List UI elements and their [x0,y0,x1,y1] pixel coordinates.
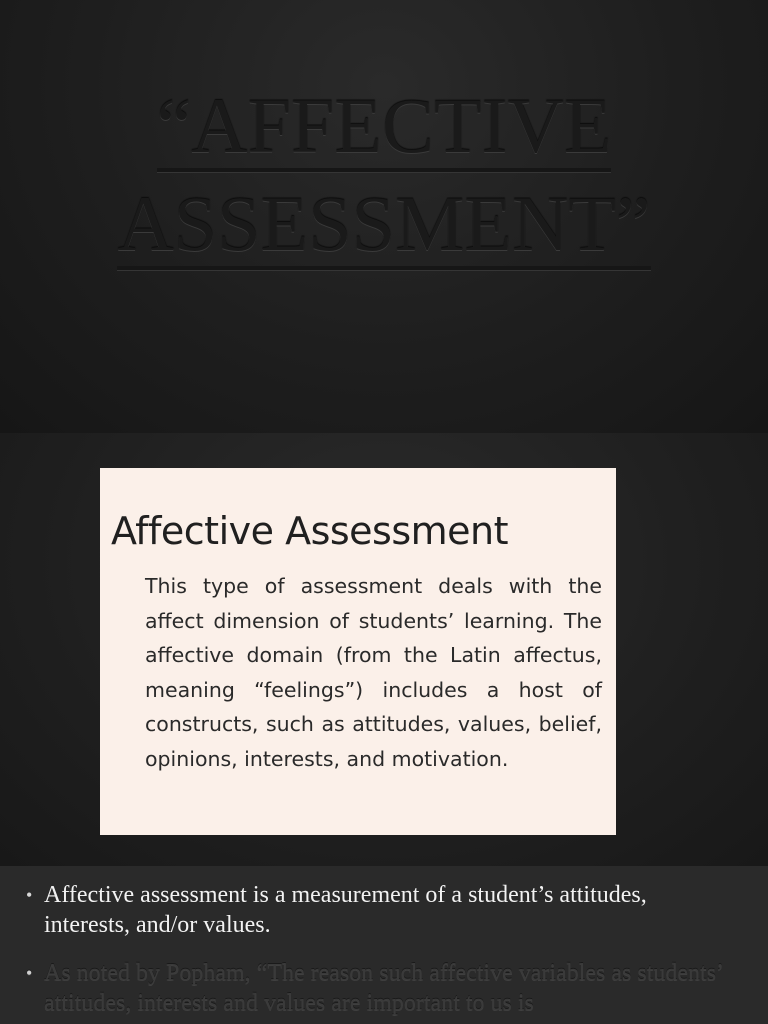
definition-slide [0,433,768,866]
title-line-1: “AFFECTIVE [157,84,612,172]
definition-card-image [100,468,616,835]
card-heading: Affective Assessment [111,509,509,553]
bullet-list [0,866,768,1018]
bullets-slide [0,866,768,1024]
bullet-text: Affective assessment is a measurement of a student’s attitudes, interests, and/or values. [44,882,647,938]
bullet-item-1 [26,880,738,940]
card-body-text: This type of assessment deals with the affect dimension of students’ learning. The affective domain (from the Latin affectus, meaning “feelings”) includes a host of constructs, such as attitudes, values, belief, opinions, interests, and motivation. [145,574,602,771]
bullet-dot-icon: • [26,963,33,983]
slide-title [0,78,768,274]
bullet-item-2 [26,958,738,1018]
title-line-2: ASSESSMENT” [117,182,650,270]
title-slide [0,0,768,433]
bullet-dot-icon: • [26,885,33,905]
bullet-text: As noted by Popham, “The reason such affective variables as students’ attitudes, interests and values are important to us is [44,960,723,1016]
